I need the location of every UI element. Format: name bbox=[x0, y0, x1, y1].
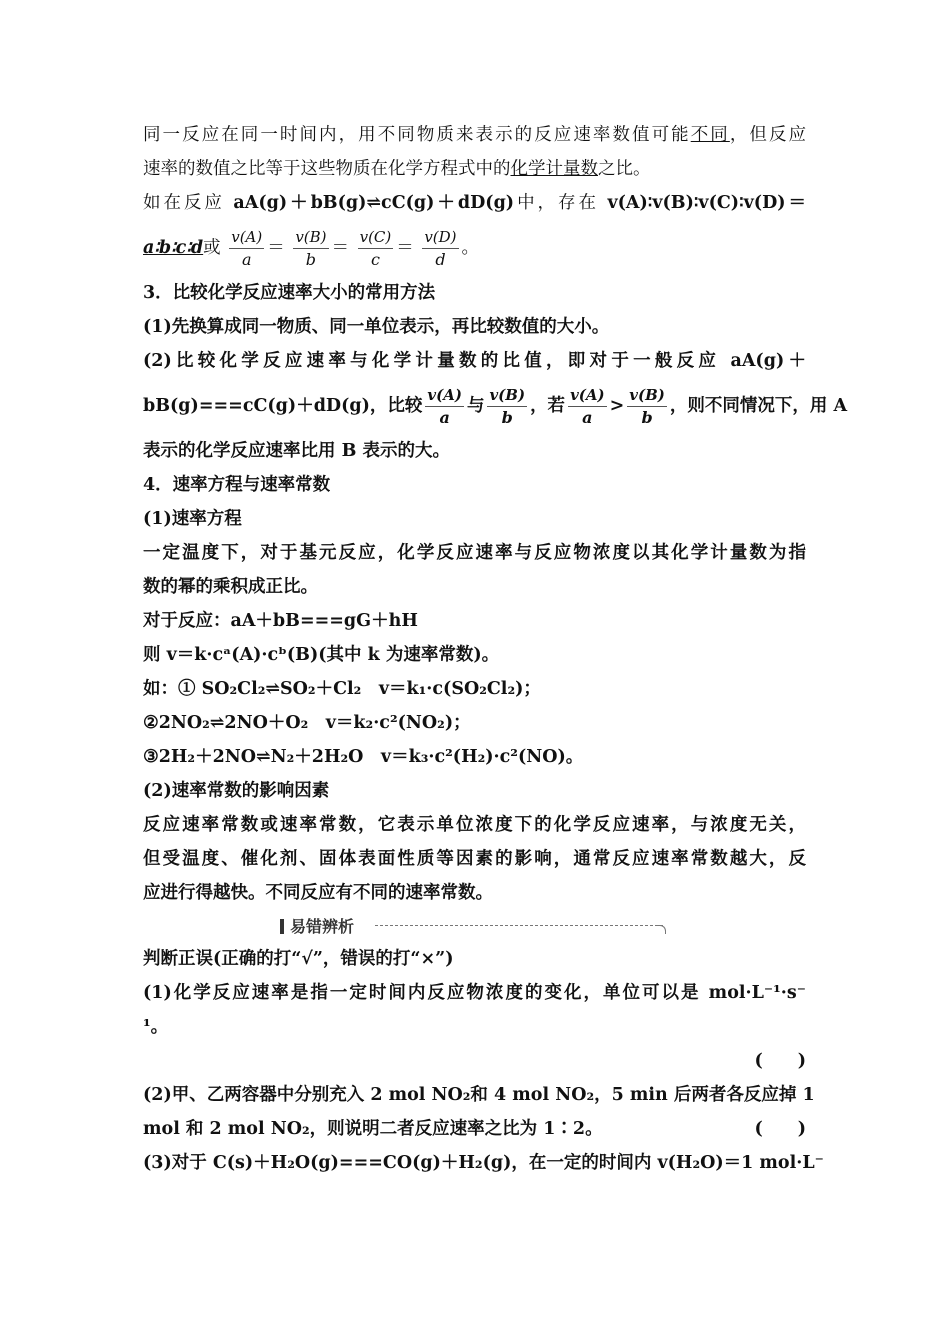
text-span: 如在反应 bbox=[143, 193, 234, 213]
text-span: 与 bbox=[466, 396, 485, 416]
greater-than: > bbox=[609, 396, 625, 416]
text-line: 对于反应：aA＋bB===gG＋hH bbox=[143, 611, 418, 631]
fraction-vb bbox=[293, 226, 328, 271]
text-line: (1)先换算成同一物质、同一单位表示，再比较数值的大小。 bbox=[143, 317, 610, 337]
fraction-denominator: a bbox=[439, 408, 450, 427]
question-line: (2)甲、乙两容器中分别充入 2 mol NO₂和 4 mol NO₂，5 min 后两者各反应掉 1 bbox=[143, 1085, 815, 1105]
reaction-equation: aA(g)＋bB(g)⇌cC(g)＋dD(g) bbox=[233, 193, 515, 213]
text-span: 。 bbox=[461, 238, 480, 258]
answer-paren bbox=[143, 1044, 806, 1078]
subheading: (2)速率常数的影响因素 bbox=[143, 781, 330, 801]
text-span: bB(g)===cC(g)＋dD(g)，比较 bbox=[143, 396, 423, 416]
banner-bar-icon bbox=[280, 919, 284, 934]
question-line: ¹。 bbox=[143, 1017, 169, 1037]
section-heading: 3．比较化学反应速率大小的常用方法 bbox=[143, 283, 436, 303]
fraction-va bbox=[425, 384, 464, 429]
fraction-denominator: b bbox=[305, 250, 317, 269]
text-span: 或 bbox=[203, 238, 221, 258]
banner-hook bbox=[657, 925, 666, 934]
text-span: 同一反应在同一时间内，用不同物质来表示的反应速率数值可能 bbox=[143, 125, 691, 145]
text-span: 速率的数值之比等于这些物质在化学方程式中的 bbox=[143, 159, 511, 179]
text-line: 数的幂的乘积成正比。 bbox=[143, 577, 318, 597]
example-line: ③2H₂＋2NO⇌N₂＋2H₂O v＝k₃·c²(H₂)·c²(NO)。 bbox=[143, 747, 584, 767]
underlined-answer: 化学计量数 bbox=[510, 159, 598, 179]
example-line: ②2NO₂⇌2NO＋O₂ v＝k₂·c²(NO₂)； bbox=[143, 713, 471, 733]
text-line bbox=[143, 118, 806, 152]
banner-label bbox=[280, 914, 354, 937]
fraction-denominator: b bbox=[501, 408, 513, 427]
fraction-vb bbox=[627, 384, 667, 429]
text-line: 但受温度、催化剂、固体表面性质等因素的影响，通常反应速率常数越大，反 bbox=[143, 849, 806, 869]
section-banner bbox=[143, 910, 806, 942]
text-span: 之比。 bbox=[598, 159, 651, 179]
banner-dotted-line bbox=[375, 925, 663, 926]
fraction-numerator: v(D) bbox=[422, 226, 458, 249]
text-line: (2)比较化学反应速率与化学计量数的比值，即对于一般反应 aA(g)＋ bbox=[143, 351, 806, 371]
fraction-va bbox=[229, 226, 264, 271]
underlined-answer: a∶b∶c∶d bbox=[143, 238, 204, 258]
rate-equation: 则 v＝k·cᵃ(A)·cᵇ(B)(其中 k 为速率常数)。 bbox=[143, 645, 500, 665]
fraction-numerator: v(A) bbox=[229, 226, 264, 249]
fraction-denominator: a bbox=[241, 250, 252, 269]
answer-blank: ( ) bbox=[754, 1119, 806, 1139]
rate-ratio: v(A)∶v(B)∶v(C)∶v(D)＝ bbox=[607, 193, 807, 213]
fraction-line bbox=[143, 378, 848, 434]
question-line: (3)对于 C(s)＋H₂O(g)===CO(g)＋H₂(g)，在一定的时间内 v(H₂O)＝1 mol·L⁻ bbox=[143, 1153, 824, 1173]
fraction-line bbox=[143, 220, 806, 276]
fraction-numerator: v(B) bbox=[487, 384, 527, 407]
section-heading: 4．速率方程与速率常数 bbox=[143, 475, 331, 495]
fraction-denominator: a bbox=[582, 408, 593, 427]
equals-sign: ＝ bbox=[267, 238, 285, 258]
fraction-numerator: v(A) bbox=[425, 384, 464, 407]
text-line: 应进行得越快。不同反应有不同的速率常数。 bbox=[143, 883, 493, 903]
subheading: (1)速率方程 bbox=[143, 509, 242, 529]
text-line bbox=[143, 152, 806, 186]
fraction-denominator: b bbox=[641, 408, 653, 427]
document-page bbox=[143, 118, 848, 1180]
fraction-vc bbox=[358, 226, 394, 271]
example-line: 如：① SO₂Cl₂⇌SO₂＋Cl₂ v＝k₁·c(SO₂Cl₂)； bbox=[143, 679, 541, 699]
text-span: ，若 bbox=[530, 396, 566, 416]
equals-sign: ＝ bbox=[331, 238, 350, 258]
fraction-va bbox=[568, 384, 607, 429]
text-line: 一定温度下，对于基元反应，化学反应速率与反应物浓度以其化学计量数为指 bbox=[143, 543, 806, 563]
judge-title: 判断正误(正确的打“√”，错误的打“×”) bbox=[143, 949, 454, 969]
fraction-numerator: v(A) bbox=[568, 384, 607, 407]
text-span: ，但反应 bbox=[729, 125, 807, 145]
equals-sign: ＝ bbox=[396, 238, 414, 258]
question-line: (1)化学反应速率是指一定时间内反应物浓度的变化，单位可以是 mol·L⁻¹·s⁻ bbox=[143, 983, 806, 1003]
text-span: 中，存在 bbox=[514, 193, 608, 213]
fraction-numerator: v(C) bbox=[358, 226, 394, 249]
fraction-denominator: d bbox=[435, 250, 446, 269]
underlined-answer: 不同 bbox=[690, 125, 730, 145]
fraction-numerator: v(B) bbox=[293, 226, 328, 249]
fraction-numerator: v(B) bbox=[627, 384, 667, 407]
text-span: ，则不同情况下，用 A bbox=[669, 396, 848, 416]
answer-blank: ( ) bbox=[754, 1051, 806, 1071]
text-line bbox=[143, 186, 806, 220]
text-span: mol 和 2 mol NO₂，则说明二者反应速率之比为 1∶2。 bbox=[143, 1119, 603, 1139]
fraction-vd bbox=[422, 226, 458, 271]
text-line: 表示的化学反应速率比用 B 表示的大。 bbox=[143, 441, 450, 461]
fraction-denominator: c bbox=[370, 250, 380, 269]
fraction-vb bbox=[487, 384, 527, 429]
question-line bbox=[143, 1112, 806, 1146]
banner-text: 易错辨析 bbox=[290, 917, 355, 936]
text-line: 反应速率常数或速率常数，它表示单位浓度下的化学反应速率，与浓度无关， bbox=[143, 815, 806, 835]
